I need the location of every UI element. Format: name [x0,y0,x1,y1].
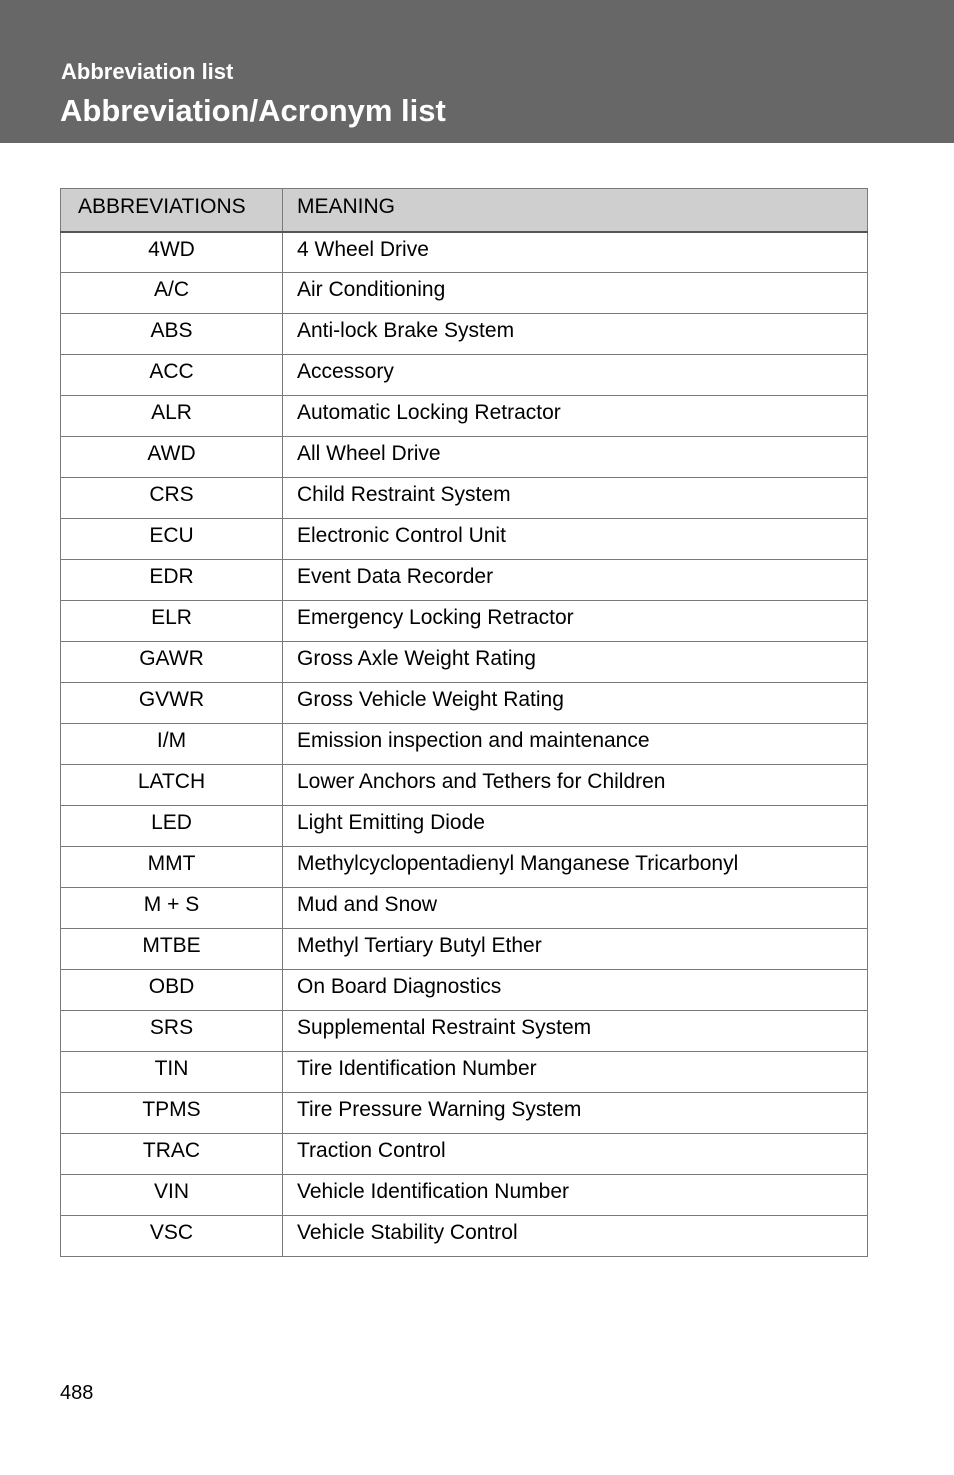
abbreviation-cell: A/C [61,273,283,314]
abbreviation-cell: ALR [61,396,283,437]
meaning-cell: Emission inspection and maintenance [283,724,868,765]
abbreviation-cell: EDR [61,560,283,601]
table-row [61,519,868,560]
table-row [61,273,868,314]
table-header-row [61,189,868,232]
table-row [61,847,868,888]
abbreviation-cell: TPMS [61,1093,283,1134]
abbreviation-cell: TIN [61,1052,283,1093]
abbreviation-table [60,188,868,1257]
table-row [61,1175,868,1216]
meaning-cell: Anti-lock Brake System [283,314,868,355]
table-row [61,642,868,683]
meaning-cell: Vehicle Identification Number [283,1175,868,1216]
table-row [61,437,868,478]
table-row [61,478,868,519]
table-row [61,970,868,1011]
abbreviation-cell: MMT [61,847,283,888]
table-row [61,1093,868,1134]
meaning-cell: Gross Vehicle Weight Rating [283,683,868,724]
abbreviation-cell: MTBE [61,929,283,970]
meaning-cell: Tire Pressure Warning System [283,1093,868,1134]
abbreviation-cell: TRAC [61,1134,283,1175]
meaning-cell: Accessory [283,355,868,396]
meaning-cell: Traction Control [283,1134,868,1175]
abbreviation-cell: ELR [61,601,283,642]
table-row [61,806,868,847]
meaning-cell: Child Restraint System [283,478,868,519]
table-row [61,560,868,601]
table-row [61,724,868,765]
abbreviation-cell: LED [61,806,283,847]
section-label: Abbreviation list [61,59,234,84]
abbreviation-cell: ECU [61,519,283,560]
table-row [61,601,868,642]
meaning-cell: Lower Anchors and Tethers for Children [283,765,868,806]
table-row [61,929,868,970]
abbreviation-cell: GAWR [61,642,283,683]
table-row [61,396,868,437]
meaning-cell: Emergency Locking Retractor [283,601,868,642]
abbreviation-cell: 4WD [61,232,283,273]
meaning-cell: Supplemental Restraint System [283,1011,868,1052]
meaning-cell: Event Data Recorder [283,560,868,601]
table-row [61,888,868,929]
table-row [61,314,868,355]
column-header-abbreviations: ABBREVIATIONS [61,189,283,232]
abbreviation-cell: VIN [61,1175,283,1216]
meaning-cell: Air Conditioning [283,273,868,314]
table-row [61,1052,868,1093]
table-row [61,683,868,724]
meaning-cell: Vehicle Stability Control [283,1216,868,1257]
table-row [61,1134,868,1175]
table-row [61,232,868,273]
abbreviation-cell: SRS [61,1011,283,1052]
meaning-cell: Electronic Control Unit [283,519,868,560]
meaning-cell: 4 Wheel Drive [283,232,868,273]
meaning-cell: All Wheel Drive [283,437,868,478]
abbreviation-cell: VSC [61,1216,283,1257]
meaning-cell: Mud and Snow [283,888,868,929]
abbreviation-cell: ABS [61,314,283,355]
meaning-cell: Light Emitting Diode [283,806,868,847]
table-row [61,355,868,396]
page-header [0,0,954,143]
meaning-cell: Methyl Tertiary Butyl Ether [283,929,868,970]
meaning-cell: Tire Identification Number [283,1052,868,1093]
abbreviation-cell: M + S [61,888,283,929]
table-row [61,1011,868,1052]
page-number: 488 [60,1382,94,1404]
meaning-cell: Automatic Locking Retractor [283,396,868,437]
table-row [61,1216,868,1257]
abbreviation-cell: AWD [61,437,283,478]
abbreviation-cell: OBD [61,970,283,1011]
table-body [61,232,868,1257]
abbreviation-cell: LATCH [61,765,283,806]
abbreviation-cell: I/M [61,724,283,765]
column-header-meaning: MEANING [283,189,868,232]
abbreviation-cell: ACC [61,355,283,396]
page-title: Abbreviation/Acronym list [60,93,446,128]
abbreviation-cell: GVWR [61,683,283,724]
meaning-cell: Gross Axle Weight Rating [283,642,868,683]
meaning-cell: On Board Diagnostics [283,970,868,1011]
table-row [61,765,868,806]
meaning-cell: Methylcyclopentadienyl Manganese Tricarbonyl [283,847,868,888]
abbreviation-cell: CRS [61,478,283,519]
